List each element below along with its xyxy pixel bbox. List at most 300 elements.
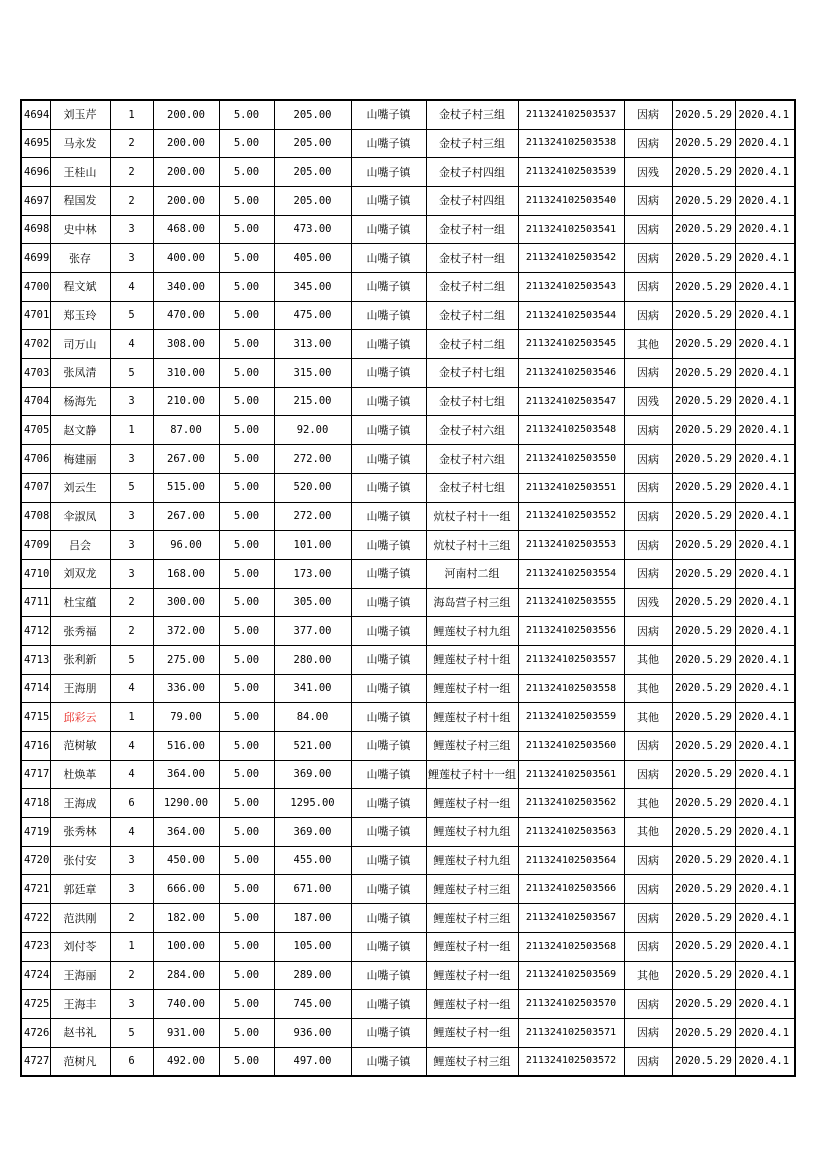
subsidy-cell: 5.00 <box>219 301 274 330</box>
total-cell: 405.00 <box>274 244 351 273</box>
table-row <box>21 1018 795 1047</box>
reason-cell: 其他 <box>624 789 672 818</box>
village-cell: 金杖子村七组 <box>426 473 518 502</box>
total-cell: 187.00 <box>274 904 351 933</box>
subsidy-cell: 5.00 <box>219 473 274 502</box>
date-cell: 2020.5.29 <box>672 158 735 187</box>
table-row <box>21 818 795 847</box>
town-cell: 山嘴子镇 <box>351 473 426 502</box>
total-cell: 205.00 <box>274 158 351 187</box>
town-cell: 山嘴子镇 <box>351 1047 426 1076</box>
table-row <box>21 445 795 474</box>
town-cell: 山嘴子镇 <box>351 100 426 129</box>
table-row <box>21 674 795 703</box>
name-cell: 伞淑凤 <box>50 502 110 531</box>
amount-cell: 450.00 <box>153 846 219 875</box>
seq-cell: 4725 <box>21 990 50 1019</box>
total-cell: 280.00 <box>274 645 351 674</box>
amount-cell: 200.00 <box>153 158 219 187</box>
village-cell: 金杖子村一组 <box>426 244 518 273</box>
seq-cell: 4718 <box>21 789 50 818</box>
start-date-cell: 2020.4.1 <box>735 273 795 302</box>
date-cell: 2020.5.29 <box>672 502 735 531</box>
town-cell: 山嘴子镇 <box>351 301 426 330</box>
village-cell: 鲤莲杖子村一组 <box>426 990 518 1019</box>
people-count-cell: 6 <box>110 1047 153 1076</box>
start-date-cell: 2020.4.1 <box>735 760 795 789</box>
total-cell: 215.00 <box>274 387 351 416</box>
amount-cell: 470.00 <box>153 301 219 330</box>
reason-cell: 其他 <box>624 645 672 674</box>
people-count-cell: 3 <box>110 990 153 1019</box>
start-date-cell: 2020.4.1 <box>735 244 795 273</box>
table-body <box>21 100 795 1076</box>
village-cell: 鲤莲杖子村一组 <box>426 789 518 818</box>
start-date-cell: 2020.4.1 <box>735 359 795 388</box>
seq-cell: 4706 <box>21 445 50 474</box>
amount-cell: 168.00 <box>153 559 219 588</box>
reason-cell: 其他 <box>624 674 672 703</box>
start-date-cell: 2020.4.1 <box>735 387 795 416</box>
people-count-cell: 5 <box>110 645 153 674</box>
date-cell: 2020.5.29 <box>672 818 735 847</box>
start-date-cell: 2020.4.1 <box>735 158 795 187</box>
table-row <box>21 617 795 646</box>
reason-cell: 因病 <box>624 186 672 215</box>
amount-cell: 267.00 <box>153 502 219 531</box>
people-count-cell: 2 <box>110 961 153 990</box>
name-cell: 杜焕革 <box>50 760 110 789</box>
date-cell: 2020.5.29 <box>672 129 735 158</box>
date-cell: 2020.5.29 <box>672 674 735 703</box>
amount-cell: 931.00 <box>153 1018 219 1047</box>
subsidy-cell: 5.00 <box>219 129 274 158</box>
account-id-cell: 211324102503547 <box>518 387 624 416</box>
people-count-cell: 3 <box>110 846 153 875</box>
village-cell: 金杖子村四组 <box>426 158 518 187</box>
table-row <box>21 502 795 531</box>
subsidy-cell: 5.00 <box>219 789 274 818</box>
seq-cell: 4724 <box>21 961 50 990</box>
name-cell: 王海朋 <box>50 674 110 703</box>
village-cell: 金杖子村四组 <box>426 186 518 215</box>
village-cell: 鲤莲杖子村三组 <box>426 904 518 933</box>
amount-cell: 200.00 <box>153 186 219 215</box>
total-cell: 205.00 <box>274 186 351 215</box>
subsidy-cell: 5.00 <box>219 531 274 560</box>
name-cell: 程文斌 <box>50 273 110 302</box>
subsidy-cell: 5.00 <box>219 846 274 875</box>
reason-cell: 因病 <box>624 301 672 330</box>
account-id-cell: 211324102503561 <box>518 760 624 789</box>
account-id-cell: 211324102503560 <box>518 732 624 761</box>
reason-cell: 因残 <box>624 158 672 187</box>
amount-cell: 200.00 <box>153 100 219 129</box>
village-cell: 鲤莲杖子村十一组 <box>426 760 518 789</box>
village-cell: 海岛营子村三组 <box>426 588 518 617</box>
village-cell: 金杖子村三组 <box>426 100 518 129</box>
seq-cell: 4694 <box>21 100 50 129</box>
account-id-cell: 211324102503568 <box>518 932 624 961</box>
name-cell: 郑玉玲 <box>50 301 110 330</box>
table-row <box>21 100 795 129</box>
seq-cell: 4713 <box>21 645 50 674</box>
date-cell: 2020.5.29 <box>672 416 735 445</box>
total-cell: 497.00 <box>274 1047 351 1076</box>
reason-cell: 因病 <box>624 502 672 531</box>
name-cell: 司万山 <box>50 330 110 359</box>
subsidy-cell: 5.00 <box>219 732 274 761</box>
amount-cell: 210.00 <box>153 387 219 416</box>
people-count-cell: 3 <box>110 502 153 531</box>
people-count-cell: 2 <box>110 904 153 933</box>
people-count-cell: 4 <box>110 273 153 302</box>
reason-cell: 其他 <box>624 330 672 359</box>
table-row <box>21 387 795 416</box>
seq-cell: 4696 <box>21 158 50 187</box>
name-cell: 梅建丽 <box>50 445 110 474</box>
total-cell: 520.00 <box>274 473 351 502</box>
amount-cell: 740.00 <box>153 990 219 1019</box>
reason-cell: 因病 <box>624 531 672 560</box>
village-cell: 金杖子村一组 <box>426 215 518 244</box>
table-row <box>21 1047 795 1076</box>
name-cell: 王海丽 <box>50 961 110 990</box>
amount-cell: 666.00 <box>153 875 219 904</box>
total-cell: 84.00 <box>274 703 351 732</box>
account-id-cell: 211324102503563 <box>518 818 624 847</box>
reason-cell: 其他 <box>624 818 672 847</box>
name-cell: 范树凡 <box>50 1047 110 1076</box>
total-cell: 173.00 <box>274 559 351 588</box>
table-row <box>21 645 795 674</box>
town-cell: 山嘴子镇 <box>351 244 426 273</box>
table-row <box>21 158 795 187</box>
subsidy-cell: 5.00 <box>219 502 274 531</box>
amount-cell: 516.00 <box>153 732 219 761</box>
date-cell: 2020.5.29 <box>672 961 735 990</box>
total-cell: 105.00 <box>274 932 351 961</box>
name-cell: 吕会 <box>50 531 110 560</box>
subsidy-cell: 5.00 <box>219 330 274 359</box>
name-cell: 张付安 <box>50 846 110 875</box>
date-cell: 2020.5.29 <box>672 1018 735 1047</box>
total-cell: 205.00 <box>274 129 351 158</box>
village-cell: 鲤莲杖子村一组 <box>426 674 518 703</box>
reason-cell: 因残 <box>624 588 672 617</box>
village-cell: 炕杖子村十一组 <box>426 502 518 531</box>
table-row <box>21 789 795 818</box>
table-row <box>21 990 795 1019</box>
start-date-cell: 2020.4.1 <box>735 703 795 732</box>
reason-cell: 因病 <box>624 904 672 933</box>
start-date-cell: 2020.4.1 <box>735 531 795 560</box>
village-cell: 炕杖子村十三组 <box>426 531 518 560</box>
town-cell: 山嘴子镇 <box>351 359 426 388</box>
amount-cell: 372.00 <box>153 617 219 646</box>
seq-cell: 4722 <box>21 904 50 933</box>
town-cell: 山嘴子镇 <box>351 645 426 674</box>
table-row <box>21 215 795 244</box>
amount-cell: 100.00 <box>153 932 219 961</box>
subsidy-cell: 5.00 <box>219 703 274 732</box>
name-cell: 杨海先 <box>50 387 110 416</box>
total-cell: 475.00 <box>274 301 351 330</box>
town-cell: 山嘴子镇 <box>351 502 426 531</box>
total-cell: 205.00 <box>274 100 351 129</box>
people-count-cell: 4 <box>110 732 153 761</box>
name-cell: 杜宝蕴 <box>50 588 110 617</box>
table-row <box>21 904 795 933</box>
reason-cell: 因病 <box>624 100 672 129</box>
name-cell: 范树敏 <box>50 732 110 761</box>
town-cell: 山嘴子镇 <box>351 732 426 761</box>
amount-cell: 182.00 <box>153 904 219 933</box>
people-count-cell: 5 <box>110 359 153 388</box>
subsidy-cell: 5.00 <box>219 186 274 215</box>
date-cell: 2020.5.29 <box>672 846 735 875</box>
start-date-cell: 2020.4.1 <box>735 416 795 445</box>
subsidy-cell: 5.00 <box>219 273 274 302</box>
village-cell: 鲤莲杖子村一组 <box>426 932 518 961</box>
seq-cell: 4700 <box>21 273 50 302</box>
seq-cell: 4705 <box>21 416 50 445</box>
seq-cell: 4701 <box>21 301 50 330</box>
village-cell: 河南村二组 <box>426 559 518 588</box>
account-id-cell: 211324102503551 <box>518 473 624 502</box>
reason-cell: 因病 <box>624 760 672 789</box>
amount-cell: 200.00 <box>153 129 219 158</box>
village-cell: 金杖子村二组 <box>426 273 518 302</box>
account-id-cell: 211324102503543 <box>518 273 624 302</box>
account-id-cell: 211324102503570 <box>518 990 624 1019</box>
village-cell: 金杖子村七组 <box>426 359 518 388</box>
reason-cell: 因病 <box>624 1018 672 1047</box>
total-cell: 936.00 <box>274 1018 351 1047</box>
date-cell: 2020.5.29 <box>672 445 735 474</box>
town-cell: 山嘴子镇 <box>351 129 426 158</box>
table-row <box>21 732 795 761</box>
start-date-cell: 2020.4.1 <box>735 559 795 588</box>
town-cell: 山嘴子镇 <box>351 215 426 244</box>
amount-cell: 275.00 <box>153 645 219 674</box>
seq-cell: 4717 <box>21 760 50 789</box>
start-date-cell: 2020.4.1 <box>735 818 795 847</box>
date-cell: 2020.5.29 <box>672 617 735 646</box>
account-id-cell: 211324102503571 <box>518 1018 624 1047</box>
subsidy-cell: 5.00 <box>219 617 274 646</box>
seq-cell: 4699 <box>21 244 50 273</box>
start-date-cell: 2020.4.1 <box>735 330 795 359</box>
table-row <box>21 473 795 502</box>
table-row <box>21 932 795 961</box>
seq-cell: 4708 <box>21 502 50 531</box>
town-cell: 山嘴子镇 <box>351 789 426 818</box>
people-count-cell: 4 <box>110 760 153 789</box>
account-id-cell: 211324102503555 <box>518 588 624 617</box>
people-count-cell: 3 <box>110 559 153 588</box>
seq-cell: 4697 <box>21 186 50 215</box>
town-cell: 山嘴子镇 <box>351 990 426 1019</box>
reason-cell: 因病 <box>624 416 672 445</box>
people-count-cell: 6 <box>110 789 153 818</box>
village-cell: 鲤莲杖子村十组 <box>426 645 518 674</box>
village-cell: 鲤莲杖子村三组 <box>426 875 518 904</box>
town-cell: 山嘴子镇 <box>351 387 426 416</box>
amount-cell: 300.00 <box>153 588 219 617</box>
date-cell: 2020.5.29 <box>672 760 735 789</box>
people-count-cell: 2 <box>110 186 153 215</box>
reason-cell: 因病 <box>624 990 672 1019</box>
reason-cell: 因病 <box>624 244 672 273</box>
date-cell: 2020.5.29 <box>672 645 735 674</box>
total-cell: 92.00 <box>274 416 351 445</box>
village-cell: 鲤莲杖子村三组 <box>426 732 518 761</box>
reason-cell: 因病 <box>624 875 672 904</box>
start-date-cell: 2020.4.1 <box>735 904 795 933</box>
town-cell: 山嘴子镇 <box>351 932 426 961</box>
village-cell: 鲤莲杖子村九组 <box>426 617 518 646</box>
subsidy-cell: 5.00 <box>219 645 274 674</box>
amount-cell: 364.00 <box>153 818 219 847</box>
seq-cell: 4720 <box>21 846 50 875</box>
amount-cell: 492.00 <box>153 1047 219 1076</box>
people-count-cell: 2 <box>110 158 153 187</box>
start-date-cell: 2020.4.1 <box>735 617 795 646</box>
reason-cell: 因病 <box>624 273 672 302</box>
start-date-cell: 2020.4.1 <box>735 1018 795 1047</box>
start-date-cell: 2020.4.1 <box>735 502 795 531</box>
start-date-cell: 2020.4.1 <box>735 215 795 244</box>
amount-cell: 79.00 <box>153 703 219 732</box>
name-cell: 赵文静 <box>50 416 110 445</box>
account-id-cell: 211324102503541 <box>518 215 624 244</box>
table-row <box>21 301 795 330</box>
town-cell: 山嘴子镇 <box>351 617 426 646</box>
start-date-cell: 2020.4.1 <box>735 1047 795 1076</box>
total-cell: 313.00 <box>274 330 351 359</box>
amount-cell: 310.00 <box>153 359 219 388</box>
seq-cell: 4723 <box>21 932 50 961</box>
start-date-cell: 2020.4.1 <box>735 445 795 474</box>
seq-cell: 4695 <box>21 129 50 158</box>
village-cell: 鲤莲杖子村十组 <box>426 703 518 732</box>
total-cell: 1295.00 <box>274 789 351 818</box>
table-row <box>21 961 795 990</box>
subsidy-cell: 5.00 <box>219 1047 274 1076</box>
date-cell: 2020.5.29 <box>672 100 735 129</box>
village-cell: 鲤莲杖子村三组 <box>426 1047 518 1076</box>
account-id-cell: 211324102503553 <box>518 531 624 560</box>
total-cell: 345.00 <box>274 273 351 302</box>
people-count-cell: 1 <box>110 703 153 732</box>
subsidy-cell: 5.00 <box>219 875 274 904</box>
village-cell: 鲤莲杖子村九组 <box>426 818 518 847</box>
start-date-cell: 2020.4.1 <box>735 186 795 215</box>
village-cell: 金杖子村六组 <box>426 416 518 445</box>
seq-cell: 4727 <box>21 1047 50 1076</box>
seq-cell: 4721 <box>21 875 50 904</box>
people-count-cell: 3 <box>110 215 153 244</box>
town-cell: 山嘴子镇 <box>351 330 426 359</box>
total-cell: 272.00 <box>274 445 351 474</box>
reason-cell: 因病 <box>624 617 672 646</box>
amount-cell: 400.00 <box>153 244 219 273</box>
reason-cell: 因病 <box>624 359 672 388</box>
table-row <box>21 330 795 359</box>
amount-cell: 284.00 <box>153 961 219 990</box>
amount-cell: 96.00 <box>153 531 219 560</box>
seq-cell: 4710 <box>21 559 50 588</box>
account-id-cell: 211324102503557 <box>518 645 624 674</box>
date-cell: 2020.5.29 <box>672 904 735 933</box>
subsidy-cell: 5.00 <box>219 416 274 445</box>
date-cell: 2020.5.29 <box>672 244 735 273</box>
total-cell: 473.00 <box>274 215 351 244</box>
date-cell: 2020.5.29 <box>672 559 735 588</box>
date-cell: 2020.5.29 <box>672 473 735 502</box>
people-count-cell: 3 <box>110 531 153 560</box>
people-count-cell: 3 <box>110 387 153 416</box>
total-cell: 745.00 <box>274 990 351 1019</box>
account-id-cell: 211324102503556 <box>518 617 624 646</box>
start-date-cell: 2020.4.1 <box>735 875 795 904</box>
date-cell: 2020.5.29 <box>672 875 735 904</box>
people-count-cell: 3 <box>110 244 153 273</box>
town-cell: 山嘴子镇 <box>351 158 426 187</box>
subsidy-cell: 5.00 <box>219 244 274 273</box>
name-cell: 刘玉芹 <box>50 100 110 129</box>
account-id-cell: 211324102503566 <box>518 875 624 904</box>
seq-cell: 4703 <box>21 359 50 388</box>
amount-cell: 336.00 <box>153 674 219 703</box>
subsidy-cell: 5.00 <box>219 990 274 1019</box>
reason-cell: 因病 <box>624 215 672 244</box>
table-row <box>21 273 795 302</box>
people-count-cell: 2 <box>110 129 153 158</box>
date-cell: 2020.5.29 <box>672 1047 735 1076</box>
name-cell: 张秀林 <box>50 818 110 847</box>
amount-cell: 1290.00 <box>153 789 219 818</box>
town-cell: 山嘴子镇 <box>351 961 426 990</box>
seq-cell: 4709 <box>21 531 50 560</box>
people-count-cell: 1 <box>110 416 153 445</box>
account-id-cell: 211324102503548 <box>518 416 624 445</box>
name-cell: 程国发 <box>50 186 110 215</box>
subsidy-cell: 5.00 <box>219 1018 274 1047</box>
village-cell: 金杖子村二组 <box>426 301 518 330</box>
table-row <box>21 559 795 588</box>
amount-cell: 468.00 <box>153 215 219 244</box>
people-count-cell: 2 <box>110 617 153 646</box>
start-date-cell: 2020.4.1 <box>735 990 795 1019</box>
seq-cell: 4698 <box>21 215 50 244</box>
date-cell: 2020.5.29 <box>672 359 735 388</box>
subsidy-cell: 5.00 <box>219 445 274 474</box>
seq-cell: 4719 <box>21 818 50 847</box>
table-row <box>21 588 795 617</box>
account-id-cell: 211324102503569 <box>518 961 624 990</box>
name-cell: 郭廷章 <box>50 875 110 904</box>
people-count-cell: 4 <box>110 330 153 359</box>
reason-cell: 因病 <box>624 473 672 502</box>
account-id-cell: 211324102503552 <box>518 502 624 531</box>
reason-cell: 因病 <box>624 732 672 761</box>
town-cell: 山嘴子镇 <box>351 846 426 875</box>
account-id-cell: 211324102503546 <box>518 359 624 388</box>
name-cell: 张存 <box>50 244 110 273</box>
date-cell: 2020.5.29 <box>672 932 735 961</box>
